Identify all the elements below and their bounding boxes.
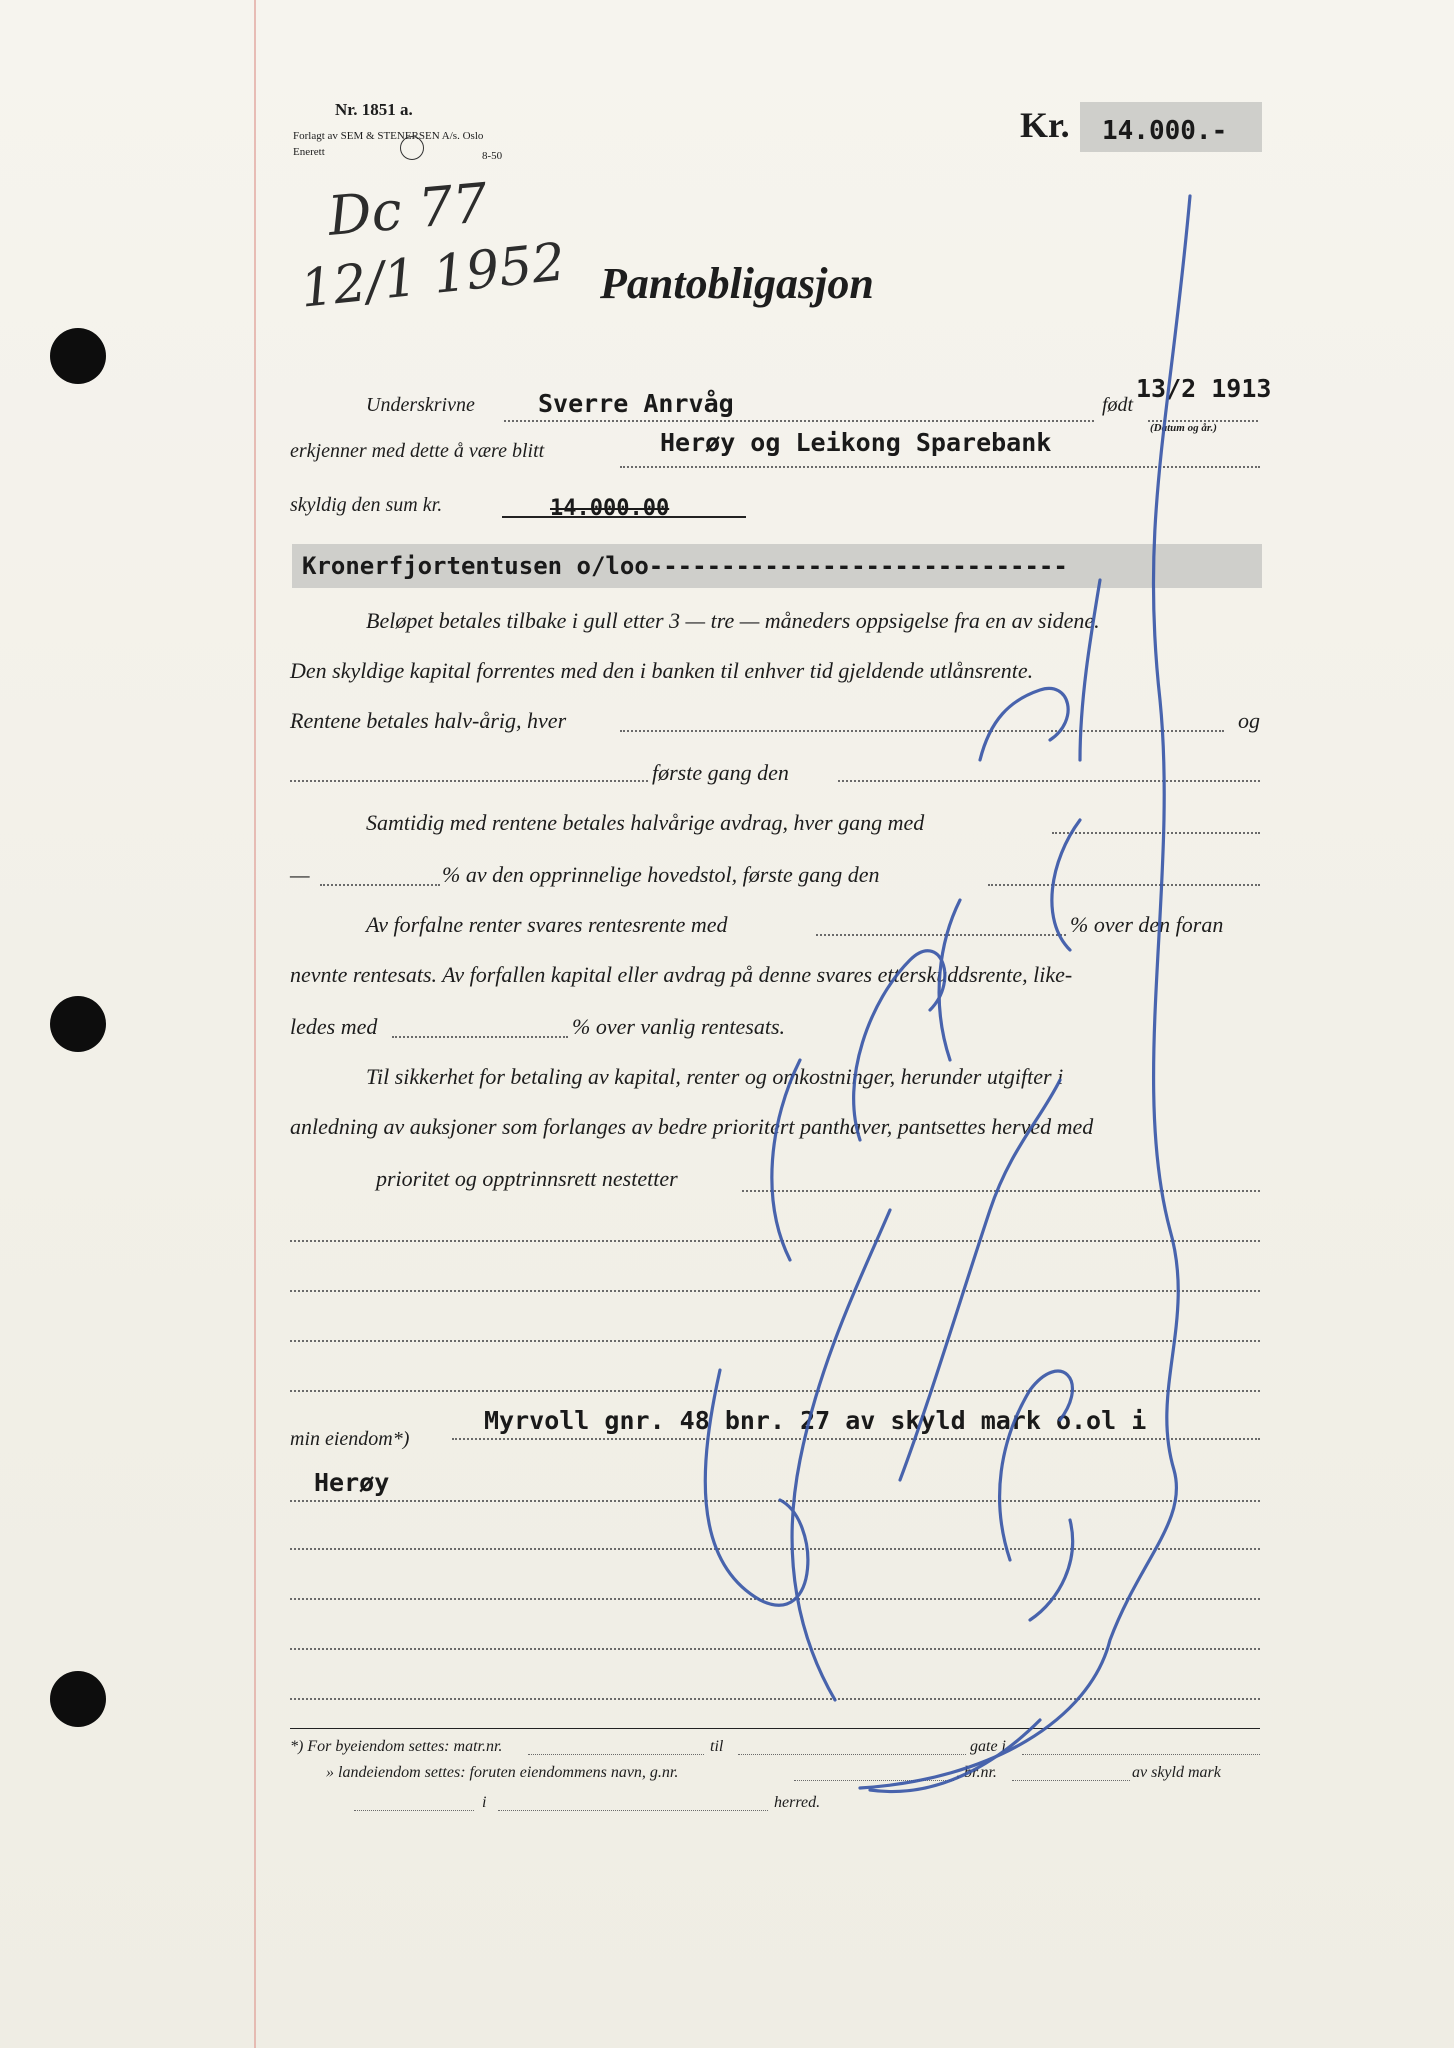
born-hint: (Datum og år.) [1150, 422, 1217, 434]
handwriting-stroke [1030, 1520, 1073, 1620]
footnote-gate: gate i [970, 1738, 1006, 1755]
paragraph-dash: — [290, 862, 310, 887]
amount-label: Kr. [1020, 105, 1070, 145]
handwriting-stroke [1052, 820, 1080, 950]
property-value: Myrvoll gnr. 48 bnr. 27 av skyld mark o.ol i [484, 1406, 1147, 1435]
footnote-til: til [710, 1738, 724, 1755]
property-label: min eiendom*) [290, 1428, 410, 1450]
sum-words: Kronerfjortentusen o/loo----------------------------- [302, 552, 1068, 580]
paragraph-interest: Den skyldige kapital forrentes med den i banken til enhver tid gjeldende utlånsrente. [290, 658, 1034, 683]
paragraph-over-foran: % over den foran [1070, 912, 1224, 937]
paragraph-ledes: ledes med [290, 1014, 378, 1039]
paragraph-repayment: Beløpet betales tilbake i gull etter 3 — tre — måneders oppsigelse fra en av sidene. [366, 608, 1100, 633]
paragraph-first-time: første gang den [652, 760, 789, 785]
handwriting-stroke [900, 1080, 1060, 1480]
paragraph-and: og [1238, 708, 1260, 733]
handwritten-date: 12/1 1952 [297, 232, 569, 320]
creditor-label: erkjenner med dette å være blitt [290, 440, 545, 462]
footnote-skyld: av skyld mark [1132, 1764, 1221, 1781]
vertical-strike-line [860, 196, 1190, 1788]
sum-value: 14.000.00 [550, 496, 670, 521]
paragraph-priority: prioritet og opptrinnsrett nestetter [376, 1166, 678, 1191]
paragraph-usual-rate: % over vanlig rentesats. [572, 1014, 786, 1039]
paragraph-principal: % av den opprinnelige hovedstol, første gang den [442, 862, 880, 887]
publisher-line: Forlagt av SEM & STENERSEN A/s. Oslo [293, 130, 484, 142]
paragraph-installments: Samtidig med rentene betales halvårige avdrag, hver gang med [366, 810, 925, 835]
born-label: født [1102, 394, 1134, 416]
handwriting-stroke [792, 1210, 890, 1700]
footnote-brnr: , br.nr. [956, 1764, 997, 1781]
sum-label: skyldig den sum kr. [290, 494, 443, 516]
paragraph-auctions: anledning av auksjoner som forlanges av bedre prioritert panthaver, pantsettes herved med [290, 1114, 1094, 1139]
property-municipality: Herøy [314, 1468, 390, 1497]
footnote-herred: herred. [774, 1794, 821, 1811]
handwriting-stroke [939, 900, 960, 1060]
handwriting-stroke [772, 1060, 800, 1260]
handwriting-stroke [1080, 580, 1100, 760]
born-value: 13/2 1913 [1136, 374, 1272, 403]
footnote-i: i [482, 1794, 487, 1811]
paragraph-interest-terms: Rentene betales halv-årig, hver [290, 708, 567, 733]
page-title: Pantobligasjon [600, 259, 874, 308]
undersigned-label: Underskrivne [366, 394, 475, 416]
handwriting-stroke [980, 688, 1068, 760]
undersigned-value: Sverre Anrvåg [538, 389, 734, 418]
paragraph-overdue: nevnte rentesats. Av forfallen kapital eller avdrag på denne svares etterskuddsrente, like- [290, 962, 1073, 987]
publisher-enerett: Enerett [293, 146, 325, 158]
creditor-value: Herøy og Leikong Sparebank [660, 428, 1052, 457]
handwriting-stroke [1000, 1371, 1073, 1560]
footnote-land: » landeiendom settes: foruten eiendommens navn, g.nr. [326, 1764, 679, 1781]
handwriting-stroke [854, 951, 945, 1140]
amount-value: 14.000.- [1102, 116, 1228, 146]
edition-code: 8-50 [482, 150, 503, 162]
paragraph-security: Til sikkerhet for betaling av kapital, renter og omkostninger, herunder utgifter i [366, 1064, 1064, 1089]
handwritten-ref: Dc 77 [325, 171, 490, 248]
form-number: Nr. 1851 a. [335, 100, 413, 119]
footnote-city: *) For byeiendom settes: matr.nr. [290, 1738, 503, 1755]
paragraph-compound: Av forfalne renter svares rentesrente med [366, 912, 728, 937]
